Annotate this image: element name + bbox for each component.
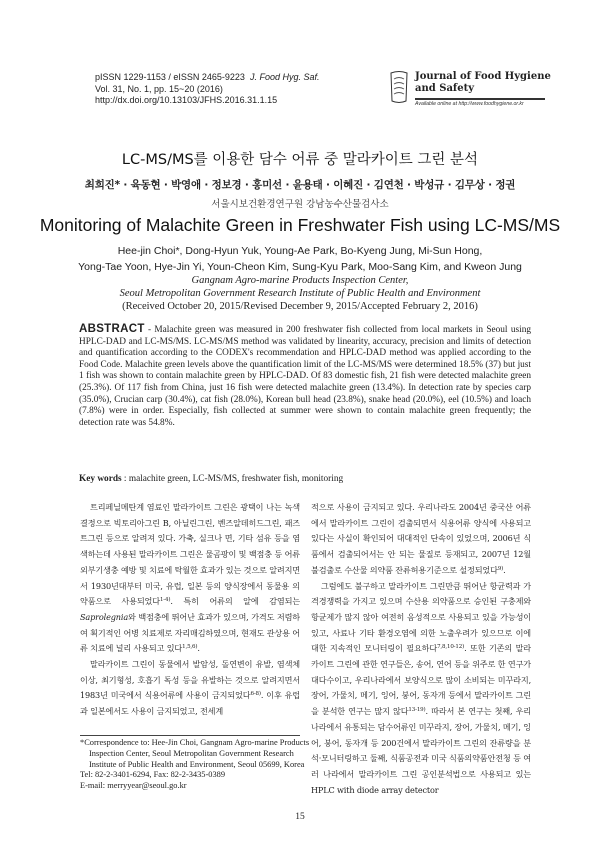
body-column-left — [80, 500, 300, 720]
citation[interactable]: 7,8,10-12) — [437, 644, 465, 651]
english-authors-line2: Yong-Tae Yoon, Hye-Jin Yi, Youn-Cheon Kim, Sung-Kyu Park, Moo-Sang Kim, and Kweon Jung — [78, 260, 522, 273]
issn-line — [95, 72, 319, 84]
footnote-line: *Correspondence to: Hee-Jin Choi, Gangnam Agro-marine Products — [80, 738, 310, 747]
body-text: 그럼에도 불구하고 말라카이트 그린만큼 뛰어난 항균력과 가격경쟁력을 가지고 있으며 수산용 의약품으로 승인된 구충제와 항균제가 많지 않아 여전히 음성적으로 사용되고 있을 가능성이 있고, 사료나 기타 환경오염에 의한 노출우려가 있으므로 이에 대한 지속적인 모니터링이 필요하다 — [311, 580, 531, 654]
body-text: 와 백점충에 뛰어난 효과가 있으며, 가격도 저렴하여 획기적인 어병 치료제로 자리매김하였으며, 현재도 관상용 어류 치료에 널리 사용되고 있다 — [80, 611, 300, 654]
citation[interactable]: 6-8) — [250, 691, 261, 698]
correspondence-footnote — [80, 738, 310, 792]
volume-info: Vol. 31, No. 1, pp. 15~20 (2016) — [95, 83, 223, 94]
abstract-text: - Malachite green was measured in 200 freshwater fish collected from local markets in Seoul using HPLC-DAD and LC-MS/MS. LC-MS/MS method was validated by linearity, accuracy, precision and limits of detection and quantification according to the CODEX's recommendation and HPLC-DAD method was applied according to the Food Code. Malachite green levels above the quantification limit of the LC-MS/MS were determined 18.5% (37) but just 1 fish was shown to contain malachite green by HPLC-DAD. Of 83 domestic fish, 21 fish were detected malachite green (25.3%). Of 117 fish from China, just 16 fish were detected malachite green (13.4%). In detection rate by species carp (35.0%), Crucian carp (30.4%), cat fish (28.0%), Korean bull head (23.8%), snake head (20.0%), eel (10.5%) and loach (7.8%) were in order. Especially, fish collected at summer were shown to contain malachite green frequently; the detection rate was 54.8%. — [79, 325, 531, 428]
citation[interactable]: 1-4) — [159, 597, 171, 604]
journal-name — [415, 71, 551, 95]
footnote-contact: Tel: 82-2-3401-6294, Fax: 82-2-3435-0389 — [80, 770, 226, 780]
english-title: Monitoring of Malachite Green in Freshwater Fish using LC-MS/MS — [39, 215, 561, 235]
body-paragraph — [80, 500, 300, 657]
article-metadata — [95, 72, 319, 107]
journal-logo-icon — [389, 70, 409, 104]
page-number: 15 — [295, 812, 305, 822]
keywords-label: Key words — [79, 474, 122, 484]
citation[interactable]: 9) — [497, 565, 504, 572]
footnote-email[interactable]: E-mail: merryyear@seoul.go.kr — [80, 781, 187, 791]
body-text: . 특히 어류의 알에 감염되는 — [170, 596, 300, 607]
english-affiliation-line2: Seoul Metropolitan Government Research Institute of Public Health and Environment — [119, 287, 481, 299]
english-affiliation-line1: Gangnam Agro-marine Products Inspection Center, — [191, 275, 409, 286]
journal-url[interactable]: Available online at http://www.foodhygiene.or.kr — [415, 101, 524, 107]
body-text: 적으로 사용이 금지되고 있다. 우리나라도 2004년 중국산 어류에서 말라카이트 그린이 검출되면서 식용어류 양식에 사용되고 있다는 사실이 확인되어 대대적인 단속이 있었으며, 2006년 식품에서 검출되어서는 안 되는 물질로 등재되고, 2007년 12월 불검출로 수산물 의약품 잔류허용기준으로 설정되었다 — [311, 502, 531, 575]
body-column-right — [311, 500, 531, 798]
body-text: 트리페닐메탄계 염료인 말라카이트 그린은 광택이 나는 녹색 결정으로 빅토리아그린 B, 아닐린그린, 벤즈알데히드그린, 패즈트그린 등으로 알려져 있다. 가축, 실크나 면, 기타 섬유 등을 염색하는데 사용된 말라카이트 그린은 물곰팡이 및 백점충 등 어류 외부기생충 예방 및 치료에 탁월한 효과가 있는 것으로 알려지면서 1930년대부터 미국, 유럽, 일본 등의 양식장에서 동물용 의약품으로 사용되었다 — [80, 502, 300, 607]
footnote-line: Institute of Public Health and Environment, Seoul 05699, Korea — [89, 759, 305, 769]
body-text: . 또한 기존의 말라카이트 그린에 관한 연구들은, 송어, 연어 등을 위주로 한 연구가 대다수이고, 우리나라에서 보양식으로 많이 소비되는 미꾸라지, 장어, 가물치, 메기, 잉어, 붕어, 동자개 등에서 말라카이트 그린을 분석한 연구는 많지 않다 — [311, 643, 531, 717]
korean-authors: 최희진* · 육동현 · 박영애 · 정보경 · 홍미선 · 윤용태 · 이혜진 · 김연천 · 박성규 · 김무상 · 정권 — [84, 179, 516, 191]
journal-abbrev: J. Food Hyg. Saf. — [249, 72, 320, 82]
abstract-label: ABSTRACT — [79, 323, 145, 335]
journal-divider — [415, 98, 545, 100]
journal-name-line2: and Safety — [415, 83, 475, 94]
footnote-divider — [80, 735, 300, 736]
received-dates: (Received October 20, 2015/Revised December 9, 2015/Accepted February 2, 2016) — [122, 301, 478, 312]
citation[interactable]: 13-19) — [408, 707, 426, 714]
english-affiliation — [20, 275, 580, 300]
keywords-text: : malachite green, LC-MS/MS, freshwater fish, monitoring — [121, 474, 344, 484]
english-authors — [20, 244, 580, 275]
english-authors-line1: Hee-jin Choi*, Dong-Hyun Yuk, Young-Ae Park, Bo-Kyeng Jung, Mi-Sun Hong, — [117, 245, 483, 257]
body-text: 말라카이트 그린이 동물에서 발암성, 돌연변이 유발, 염색체 이상, 최기형성, 호흡기 독성 등을 유발하는 것으로 알려지면서 1983년 미국에서 식용어류에 사용이 금지되었다 — [80, 659, 300, 701]
body-text: . — [503, 564, 506, 575]
species-name: Saprolegnia — [80, 611, 129, 622]
body-text: . 따라서 본 연구는 첫째, 우리나라에서 유통되는 담수어류인 미꾸라지, 장어, 가물치, 메기, 잉어, 붕어, 동자개 등 200건에서 말라카이트 그린의 잔류량을 분석·모니터링하고 둘째, 식품공전과 미국 식품의약품안전청 등 여러 나라에서 말라카이트 그린 공인분석법으로 사용되고 있는 HPLC with diode array detector — [311, 706, 531, 795]
body-paragraph — [311, 500, 531, 579]
keywords — [79, 474, 531, 484]
issn: pISSN 1229-1153 / eISSN 2465-9223 — [95, 72, 245, 82]
body-text: . — [197, 643, 200, 654]
citation[interactable]: 1,5,6) — [182, 644, 198, 651]
body-paragraph — [311, 579, 531, 799]
footnote-line: Inspection Center, Seoul Metropolitan Government Research — [89, 748, 294, 758]
korean-affiliation: 서울시보건환경연구원 강남농수산물검사소 — [211, 199, 389, 210]
doi-link[interactable]: http://dx.doi.org/10.13103/JFHS.2016.31.1.15 — [95, 95, 278, 105]
journal-name-line1: Journal of Food Hygiene — [415, 71, 551, 82]
body-text: . 이후 유럽과 일본에서도 사용이 금지되었고, 전세계 — [80, 690, 301, 717]
abstract — [79, 324, 531, 429]
korean-title: LC-MS/MS를 이용한 담수 어류 중 말라카이트 그린 분석 — [121, 152, 479, 168]
body-paragraph — [80, 657, 300, 720]
